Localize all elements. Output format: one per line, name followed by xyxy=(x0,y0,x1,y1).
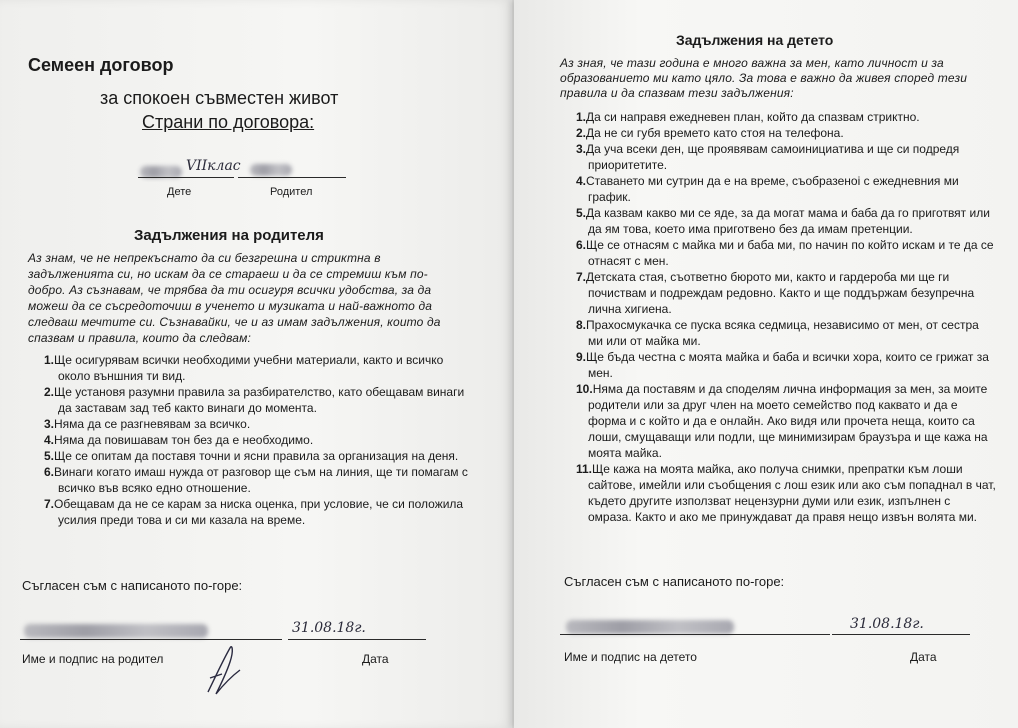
contract-title: Семеен договор xyxy=(28,55,174,75)
item-number: 6. xyxy=(576,238,587,252)
item-text: Винаги когато имаш нужда от разговор ще съм на линия, ще ти помагам с всичко във всяко едно отношение. xyxy=(54,465,468,495)
parent-date-line xyxy=(288,639,426,640)
parent-duty-item xyxy=(44,384,474,416)
item-text: Ще установя разумни правила за разбирателство, като обещавам винаги да заставам зад теб както винаги до момента. xyxy=(54,385,465,415)
item-number: 7. xyxy=(44,497,55,511)
child-duty-item xyxy=(576,237,996,269)
item-number: 5. xyxy=(576,206,587,220)
parent-name-redacted xyxy=(250,164,292,176)
item-text: Да уча всеки ден, ще проявявам самоинициатива и ще си подредя приоритетите. xyxy=(586,142,960,172)
item-number: 9. xyxy=(576,350,587,364)
item-number: 2. xyxy=(576,126,587,140)
item-text: Ще бъда честна с моята майка и баба и всички хора, които се грижат за мен. xyxy=(586,350,989,380)
item-number: 10. xyxy=(576,382,593,396)
child-intro-text: Аз зная, че тази година е много важна за мен, като личност и за образованието ми като цяло. За това е важно да живея според тези правила и да спазвам тези задължения: xyxy=(560,56,968,100)
item-text: Обещавам да не се карам за ниска оценка, при условие, че си положила усилия преди това и си ми казала на време. xyxy=(54,497,464,527)
item-text: Няма да поставям и да споделям лична информация за мен, за моите родители или за друг член на моето семейство под каквато и да е форма и с който и да е онлайн. Ако видя или прочета неща, които са лоши, смущаващи или подли, ще минимизирам браузъра и ще кажа на моята майка. xyxy=(588,382,988,460)
item-number: 1. xyxy=(44,353,55,367)
child-duty-item xyxy=(576,269,996,317)
child-duty-item xyxy=(576,109,996,125)
parent-date-label: Дата xyxy=(362,652,389,666)
child-duty-item xyxy=(576,349,996,381)
child-name-sign-label: Име и подпис на детето xyxy=(564,650,697,664)
child-name-line xyxy=(560,634,830,635)
item-number: 5. xyxy=(44,449,55,463)
parent-intro-text: Аз знам, че не непрекъснато да си безгрешна и стриктна в задълженията си, но искам да се стараеш и да се стремиш към по-добро. Аз съзнавам, че трябва да ти осигуря всички удобства, за да можеш да се съсредоточиш в ученето и музиката и най-важното да следваш мечтите си. Съзнавайки, че и аз имам задължения, които да спазвам и правила, които да следвам: xyxy=(28,251,441,345)
child-duty-item xyxy=(576,381,996,461)
parent-agree-text: Съгласен съм с написаното по-горе: xyxy=(22,578,243,593)
item-text: Ще се отнасям с майка ми и баба ми, по начин по който искам и те да се отнасят с мен. xyxy=(586,238,994,268)
item-number: 11. xyxy=(576,462,593,476)
child-date-line xyxy=(832,634,970,635)
contract-subtitle: за спокоен съвместен живот xyxy=(100,88,339,108)
item-text: Ще осигурявам всички необходими учебни материали, както и всичко около външния ти вид. xyxy=(54,353,444,383)
child-agree-text: Съгласен съм с написаното по-горе: xyxy=(564,574,785,589)
child-duties-list xyxy=(576,109,996,525)
item-number: 6. xyxy=(44,465,55,479)
parent-duties-list xyxy=(30,352,474,528)
parent-signature-scribble xyxy=(196,640,256,700)
parent-name-sign-label: Име и подпис на родител xyxy=(22,652,164,666)
child-date-handwriting: 31.08.18г. xyxy=(850,616,924,632)
item-text: Няма да повишавам тон без да е необходимо. xyxy=(54,433,314,447)
parent-signature-line xyxy=(238,177,346,178)
item-text: Няма да се разгневявам за всичко. xyxy=(54,417,251,431)
item-text: Ще кажа на моята майка, ако получа снимки, препратки към лоши сайтове, имейли или съобщения с лош език или ако съм попаднал в чат, където другите използват нецензурни думи или език, изпълнен с омраза. Както и ако ме принуждават да правя нещо извън волята ми. xyxy=(588,462,996,524)
item-number: 4. xyxy=(576,174,587,188)
item-number: 7. xyxy=(576,270,587,284)
parent-duty-item xyxy=(44,464,474,496)
parties-heading: Страни по договора: xyxy=(142,112,315,132)
parent-duty-item xyxy=(44,352,474,384)
child-signature-line xyxy=(138,177,234,178)
item-number: 1. xyxy=(576,110,587,124)
item-text: Да си направя ежедневен план, който да спазвам стриктно. xyxy=(586,110,920,124)
child-duty-item xyxy=(576,141,996,173)
item-number: 2. xyxy=(44,385,55,399)
child-duty-item xyxy=(576,173,996,205)
parent-duty-item xyxy=(44,416,474,432)
child-duty-item xyxy=(576,317,996,349)
child-label: Дете xyxy=(167,186,192,198)
child-grade-handwriting: VIIклас xyxy=(186,158,241,174)
parent-label: Родител xyxy=(270,186,313,198)
item-text: Ще се опитам да поставя точни и ясни правила за организация на деня. xyxy=(54,449,459,463)
parent-duty-item xyxy=(44,448,474,464)
item-text: Да не си губя времето като стоя на телефона. xyxy=(586,126,844,140)
parent-duties-heading: Задължения на родителя xyxy=(134,227,324,244)
child-name-redacted-sign xyxy=(566,620,734,634)
item-text: Прахосмукачка се пуска всяка седмица, независимо от мен, от сестра ми или от майка ми. xyxy=(586,318,979,348)
item-text: Да казвам какво ми се яде, за да могат мама и баба да го приготвят или да ям това, което има приготвено без да имам претенции. xyxy=(586,206,990,236)
parent-duty-item xyxy=(44,496,474,528)
parent-duty-item xyxy=(44,432,474,448)
child-duty-item xyxy=(576,461,996,525)
child-contract-sheet xyxy=(514,0,1018,728)
item-text: Ставането ми сутрин да е на време, съобразеноi с ежедневния ми график. xyxy=(586,174,959,204)
child-duties-heading: Задължения на детето xyxy=(676,32,834,48)
child-duty-item xyxy=(576,125,996,141)
item-number: 4. xyxy=(44,433,55,447)
child-duty-item xyxy=(576,205,996,237)
parent-name-redacted-sign xyxy=(24,624,208,638)
item-text: Детската стая, съответно бюрото ми, както и гардероба ми ще ги почиствам и подреждам редовно. Както и ще поддържам безупречна лична хигиена. xyxy=(586,270,975,316)
item-number: 8. xyxy=(576,318,587,332)
item-number: 3. xyxy=(44,417,55,431)
child-date-label: Дата xyxy=(910,650,937,664)
item-number: 3. xyxy=(576,142,587,156)
parent-date-handwriting: 31.08.18г. xyxy=(292,620,366,636)
